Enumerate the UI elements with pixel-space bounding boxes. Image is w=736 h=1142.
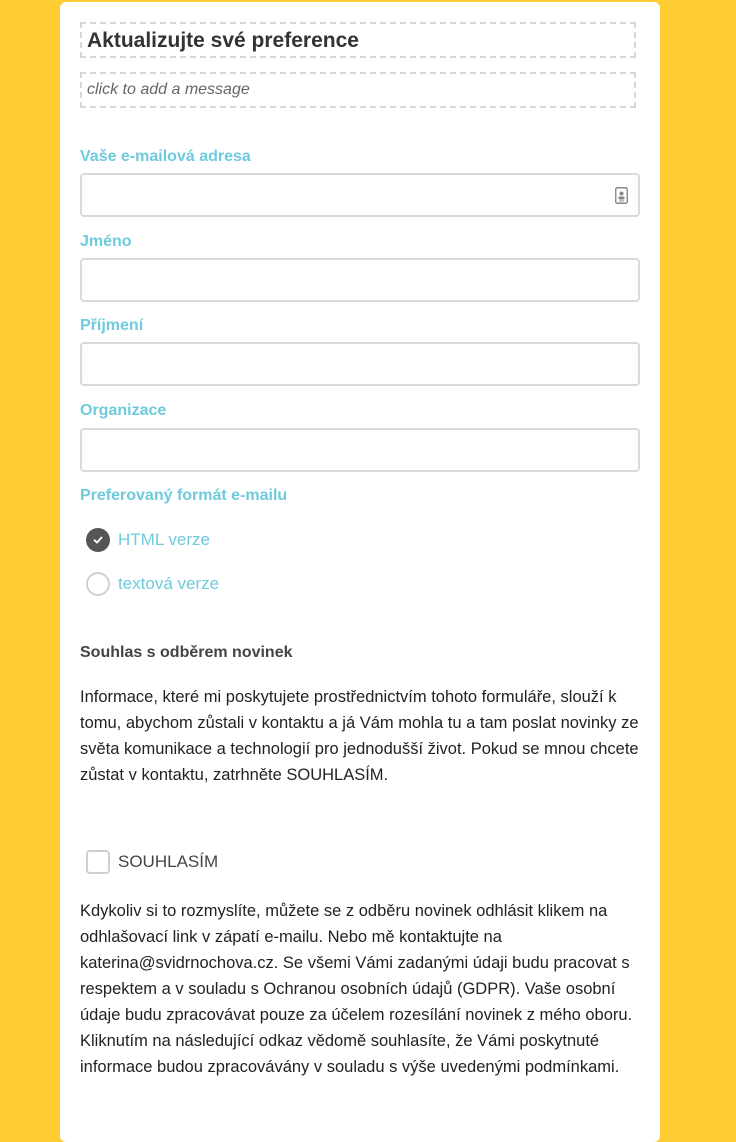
radio-label-html: HTML verze xyxy=(118,530,210,549)
message-placeholder: click to add a message xyxy=(87,81,250,98)
first-name-label: Jméno xyxy=(80,233,132,250)
email-field[interactable] xyxy=(80,173,640,217)
organization-label: Organizace xyxy=(80,402,167,419)
radio-button-unselected[interactable] xyxy=(86,572,110,596)
contact-card-icon xyxy=(615,187,628,204)
checkmark-icon xyxy=(93,535,103,545)
consent-details-text: Kdykoliv si to rozmyslíte, můžete se z odběru novinek odhlásit klikem na odhlašovací link v zápatí e-mailu. Nebo mě kontaktujte na katerina@svidrnochova.cz. Se všemi Vámi zadanými údaji budu pracovat s respektem a v souladu s Ochranou osobních údajů (GDPR). Vaše osobní údaje budu zpracovávat pouze za účelem rozesílání novinek z mého oboru. Kliknutím na následující odkaz vědomě souhlasíte, že Vámi poskytnuté informace budou zpracovávány v souladu s výše uvedenými podmínkami. xyxy=(80,902,633,1076)
radio-button-selected[interactable] xyxy=(86,528,110,552)
consent-checkbox-label[interactable]: SOUHLASÍM xyxy=(118,852,219,871)
email-format-label: Preferovaný formát e-mailu xyxy=(80,487,288,504)
last-name-field[interactable] xyxy=(80,342,640,386)
page-title: Aktualizujte své preference xyxy=(87,29,359,52)
organization-field[interactable] xyxy=(80,428,640,472)
heading-editable-box[interactable] xyxy=(80,22,636,58)
last-name-label: Příjmení xyxy=(80,317,144,334)
consent-title: Souhlas s odběrem novinek xyxy=(80,644,293,661)
email-label: Vaše e-mailová adresa xyxy=(80,148,251,165)
first-name-field[interactable] xyxy=(80,258,640,302)
message-editable-box[interactable] xyxy=(80,72,636,108)
preferences-form-card xyxy=(60,2,660,1142)
radio-label-text: textová verze xyxy=(118,574,220,593)
consent-intro-text: Informace, které mi poskytujete prostřednictvím tohoto formuláře, slouží k tomu, abychom zůstali v kontaktu a já Vám mohla tu a tam poslat novinky ze světa komunikace a technologií pro jednodušší život. Pokud se mnou chcete zůstat v kontaktu, zatrhněte SOUHLASÍM. xyxy=(80,688,639,784)
consent-checkbox[interactable] xyxy=(86,850,110,874)
